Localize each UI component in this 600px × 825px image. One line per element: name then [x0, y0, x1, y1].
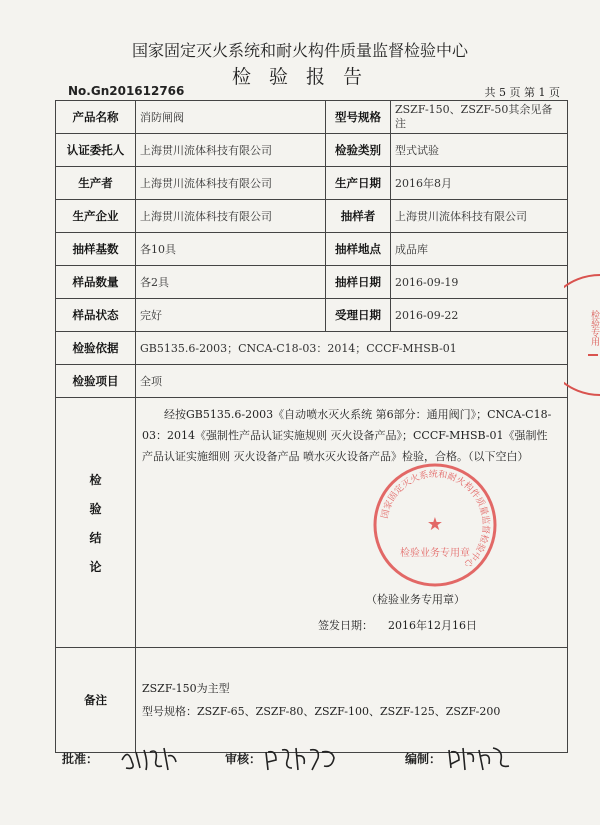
table-row [56, 233, 568, 266]
items-value: 全项 [136, 365, 568, 398]
items-label: 检验项目 [56, 365, 136, 398]
sample-qty-value: 各2具 [136, 266, 326, 299]
issue-date-value: 2016年12月16日 [388, 619, 477, 632]
reviewer-signature [262, 742, 342, 774]
conclusion-char: 验 [89, 501, 102, 516]
table-row [56, 332, 568, 365]
side-seal [564, 270, 600, 400]
report-table [55, 100, 568, 753]
production-date-label: 生产日期 [326, 167, 391, 200]
producer-label: 生产者 [56, 167, 136, 200]
star-icon: ★ [426, 514, 444, 535]
table-row [56, 299, 568, 332]
approve-label: 批准： [62, 752, 99, 766]
report-title: 检 验 报 告 [231, 66, 369, 88]
sample-qty-label: 样品数量 [56, 266, 136, 299]
conclusion-text: 经按GB5135.6-2003《自动喷水灭火系统 第6部分：通用阀门》；CNCA-C18-03：2014《强制性产品认证实施规则 灭火设备产品》；CCCF-MHSB-01《强制性产品认证实施细则 灭火设备产品 喷水灭火设备产品》检验，合格。（以下空白） [142, 408, 552, 463]
sample-base-label: 抽样基数 [56, 233, 136, 266]
producer-value: 上海贯川流体科技有限公司 [136, 167, 326, 200]
table-row [56, 101, 568, 134]
basis-label: 检验依据 [56, 332, 136, 365]
report-number: No.Gn201612766 [68, 84, 185, 98]
sample-base-value: 各10具 [136, 233, 326, 266]
sampling-date-label: 抽样日期 [326, 266, 391, 299]
remarks-cell [136, 648, 568, 753]
table-row [56, 648, 568, 753]
table-row [56, 365, 568, 398]
conclusion-label [56, 398, 136, 648]
production-date-value: 2016年8月 [391, 167, 568, 200]
compile-label: 编制： [405, 752, 442, 766]
remarks-label: 备注 [56, 648, 136, 753]
review-label: 审核： [225, 752, 262, 766]
org-title: 国家固定灭火系统和耐火构件质量监督检验中心 [131, 41, 468, 60]
side-seal-text: 检验专用 [589, 310, 599, 346]
sample-location-value: 成品库 [391, 233, 568, 266]
page-count: 共 5 页 第 1 页 [484, 86, 560, 99]
model-spec-label: 型号规格 [326, 101, 391, 134]
seal-center-text: 检验业务专用章 [400, 548, 470, 559]
seal-caption: （检验业务专用章） [366, 593, 465, 606]
test-type-label: 检验类别 [326, 134, 391, 167]
issue-date-label: 签发日期： [318, 619, 373, 632]
basis-value: GB5135.6-2003；CNCA-C18-03：2014；CCCF-MHSB-01 [136, 332, 568, 365]
client-value: 上海贯川流体科技有限公司 [136, 134, 326, 167]
accept-date-value: 2016-09-22 [391, 299, 568, 332]
sample-location-label: 抽样地点 [326, 233, 391, 266]
table-row [56, 134, 568, 167]
sample-status-label: 样品状态 [56, 299, 136, 332]
conclusion-cell [136, 398, 568, 648]
compiler-signature [445, 742, 515, 774]
manufacturer-label: 生产企业 [56, 200, 136, 233]
seal-ring-text: 国家固定灭火系统和耐火构件质量监督检验中心 [380, 469, 491, 569]
conclusion-char: 结 [89, 530, 102, 545]
inspection-seal [370, 460, 500, 590]
remark-line: ZSZF-150为主型 [142, 682, 230, 695]
accept-date-label: 受理日期 [326, 299, 391, 332]
manufacturer-value: 上海贯川流体科技有限公司 [136, 200, 326, 233]
sample-status-value: 完好 [136, 299, 326, 332]
model-spec-value: ZSZF-150、ZSZF-50其余见备注 [391, 101, 568, 134]
conclusion-char: 论 [89, 559, 102, 574]
approver-signature [118, 742, 178, 774]
product-name-value: 消防闸阀 [136, 101, 326, 134]
client-label: 认证委托人 [56, 134, 136, 167]
table-row [56, 167, 568, 200]
sampler-label: 抽样者 [326, 200, 391, 233]
table-row [56, 266, 568, 299]
product-name-label: 产品名称 [56, 101, 136, 134]
conclusion-char: 检 [89, 472, 102, 487]
sampling-date-value: 2016-09-19 [391, 266, 568, 299]
signature-row [0, 742, 600, 772]
table-row [56, 200, 568, 233]
remark-line: 型号规格：ZSZF-65、ZSZF-80、ZSZF-100、ZSZF-125、ZSZF-200 [142, 705, 501, 718]
test-type-value: 型式试验 [391, 134, 568, 167]
sampler-value: 上海贯川流体科技有限公司 [391, 200, 568, 233]
